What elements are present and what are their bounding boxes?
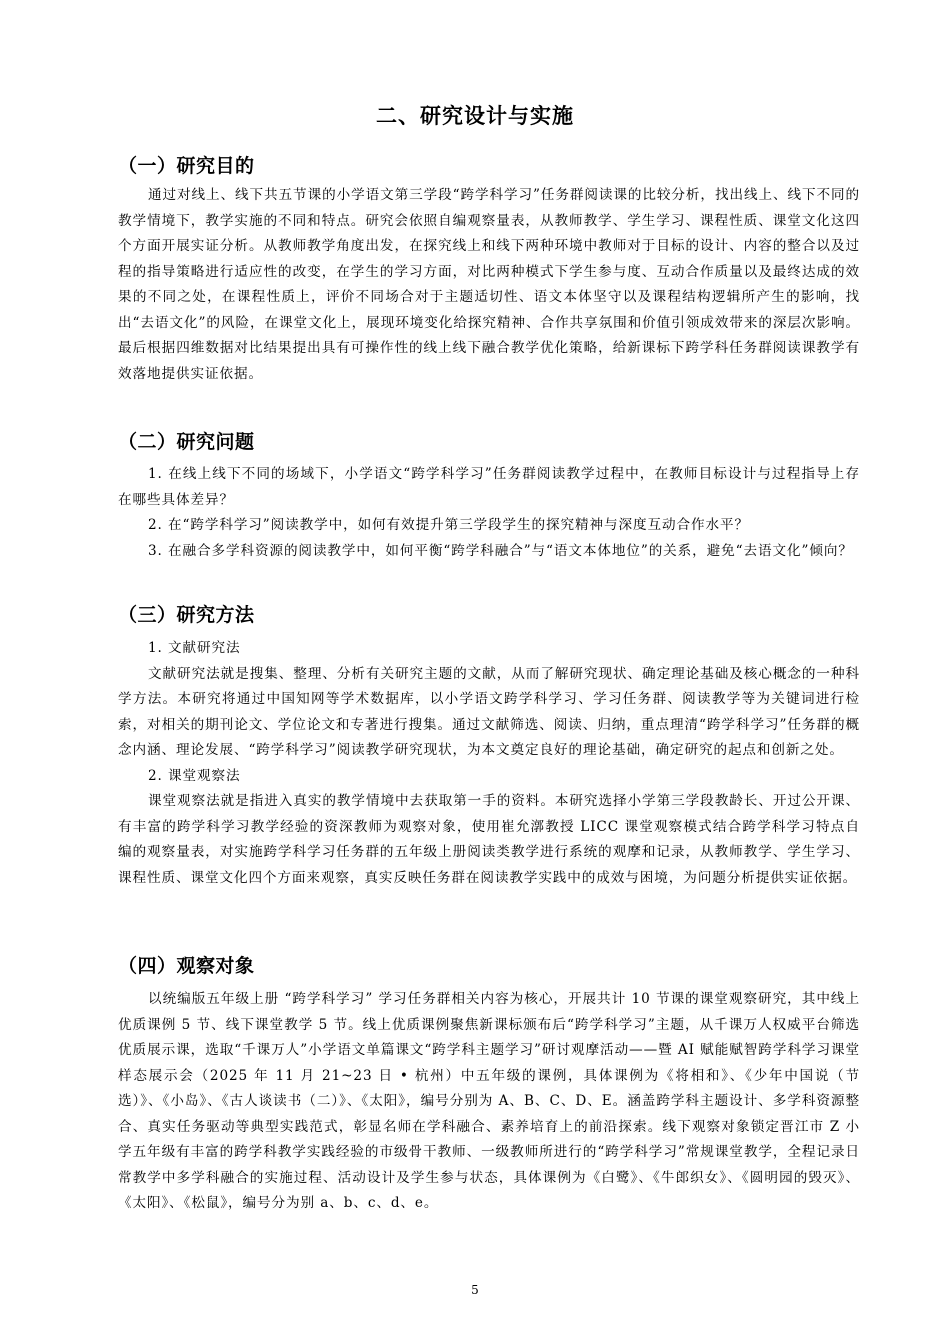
chapter-title: 二、研究设计与实施	[376, 104, 574, 128]
section-body-methods	[118, 636, 860, 891]
section-body-subjects	[118, 987, 860, 1217]
question-item: 1. 在线上线下不同的场域下，小学语文“跨学科学习”任务群阅读教学过程中，在教师目标设计与过程指导上存在哪些具体差异？	[118, 466, 860, 508]
section-body-purpose	[118, 183, 860, 387]
page-number: 5	[471, 1283, 479, 1297]
method-label: 2. 课堂观察法	[148, 767, 241, 784]
question-item: 3. 在融合多学科资源的阅读教学中，如何平衡“跨学科融合”与“语文本体地位”的关系，避免“去语文化”倾向？	[148, 542, 853, 559]
section-body-questions	[118, 462, 860, 564]
question-item: 2. 在“跨学科学习”阅读教学中，如何有效提升第三学段学生的探究精神与深度互动合作水平？	[148, 517, 749, 533]
section-heading-methods: （三）研究方法	[118, 604, 255, 626]
paragraph: 文献研究法就是搜集、整理、分析有关研究主题的文献，从而了解研究现状、确定理论基础及核心概念的一种科学方法。本研究将通过中国知网等学术数据库，以小学语文跨学科学习、学习任务群、阅读教学等为关键词进行检索，对相关的期刊论文、学位论文和专著进行搜集。通过文献筛选、阅读、归纳，重点理清“跨学科学习”任务群的概念内涵、理论发展、“跨学科学习”阅读教学研究现状，为本文奠定良好的理论基础，确定研究的起点和创新之处。	[118, 665, 860, 758]
section-heading-subjects: （四）观察对象	[118, 955, 255, 977]
method-label: 1. 文献研究法	[148, 640, 241, 656]
paragraph: 通过对线上、线下共五节课的小学语文第三学段“跨学科学习”任务群阅读课的比较分析，找出线上、线下不同的教学情境下，教学实施的不同和特点。研究会依照自编观察量表，从教师教学、学生学习、课程性质、课堂文化这四个方面开展实证分析。从教师教学角度出发，在探究线上和线下两种环境中教师对于目标的设计、内容的整合以及过程的指导策略进行适应性的改变，在学生的学习方面，对比两种模式下学生参与度、互动合作质量以及最终达成的效果的不同之处，在课程性质上，评价不同场合对于主题适切性、语文本体坚守以及课程结构逻辑所产生的影响，找出“去语文化”的风险，在课堂文化上，展现环境变化给探究精神、合作共享氛围和价值引领成效带来的深层次影响。最后根据四维数据对比结果提出具有可操作性的线上线下融合教学优化策略，给新课标下跨学科任务群阅读课教学有效落地提供实证依据。	[118, 187, 860, 382]
paragraph: 以统编版五年级上册 “跨学科学习” 学习任务群相关内容为核心，开展共计 10 节课的课堂观察研究，其中线上优质课例 5 节、线下课堂教学 5 节。线上优质课例聚焦新课标颁布后“跨学科学习”主题，从千课万人权威平台筛选优质展示课，选取“千课万人”小学语文单篇课文“跨学科主题学习”研讨观摩活动——暨 AI 赋能赋智跨学科学习课堂样态展示会（2025 年 11 月 21~23 日 • 杭州）中五年级的课例，具体课例为《将相和》、《少年中国说（节选）》、《小岛》、《古人谈读书（二）》、《太阳》，编号分别为 A、B、C、D、E。涵盖跨学科主题设计、多学科资源整合、真实任务驱动等典型实践范式，彰显名师在学科融合、素养培育上的前沿探索。线下观察对象锁定晋江市 Z 小学五年级有丰富的跨学科教学实践经验的市级骨干教师、一级教师所进行的“跨学科学习”常规课堂教学，全程记录日常教学中多学科融合的实施过程、活动设计及学生参与状态，具体课例为《白鹭》、《牛郎织女》、《圆明园的毁灭》、《太阳》、《松鼠》，编号分为别 a、b、c、d、e。	[118, 991, 860, 1211]
section-heading-purpose: （一）研究目的	[118, 155, 255, 177]
section-heading-questions: （二）研究问题	[118, 431, 255, 453]
paragraph: 课堂观察法就是指进入真实的教学情境中去获取第一手的资料。本研究选择小学第三学段教龄长、开过公开课、有丰富的跨学科学习教学经验的资深教师为观察对象，使用崔允漷教授 LICC 课堂观察模式结合跨学科学习特点自编的观察量表，对实施跨学科学习任务群的五年级上册阅读类教学进行系统的观摩和记录，从教师教学、学生学习、课程性质、课堂文化四个方面来观察，真实反映任务群在阅读教学实践中的成效与困境，为问题分析提供实证依据。	[118, 793, 860, 886]
